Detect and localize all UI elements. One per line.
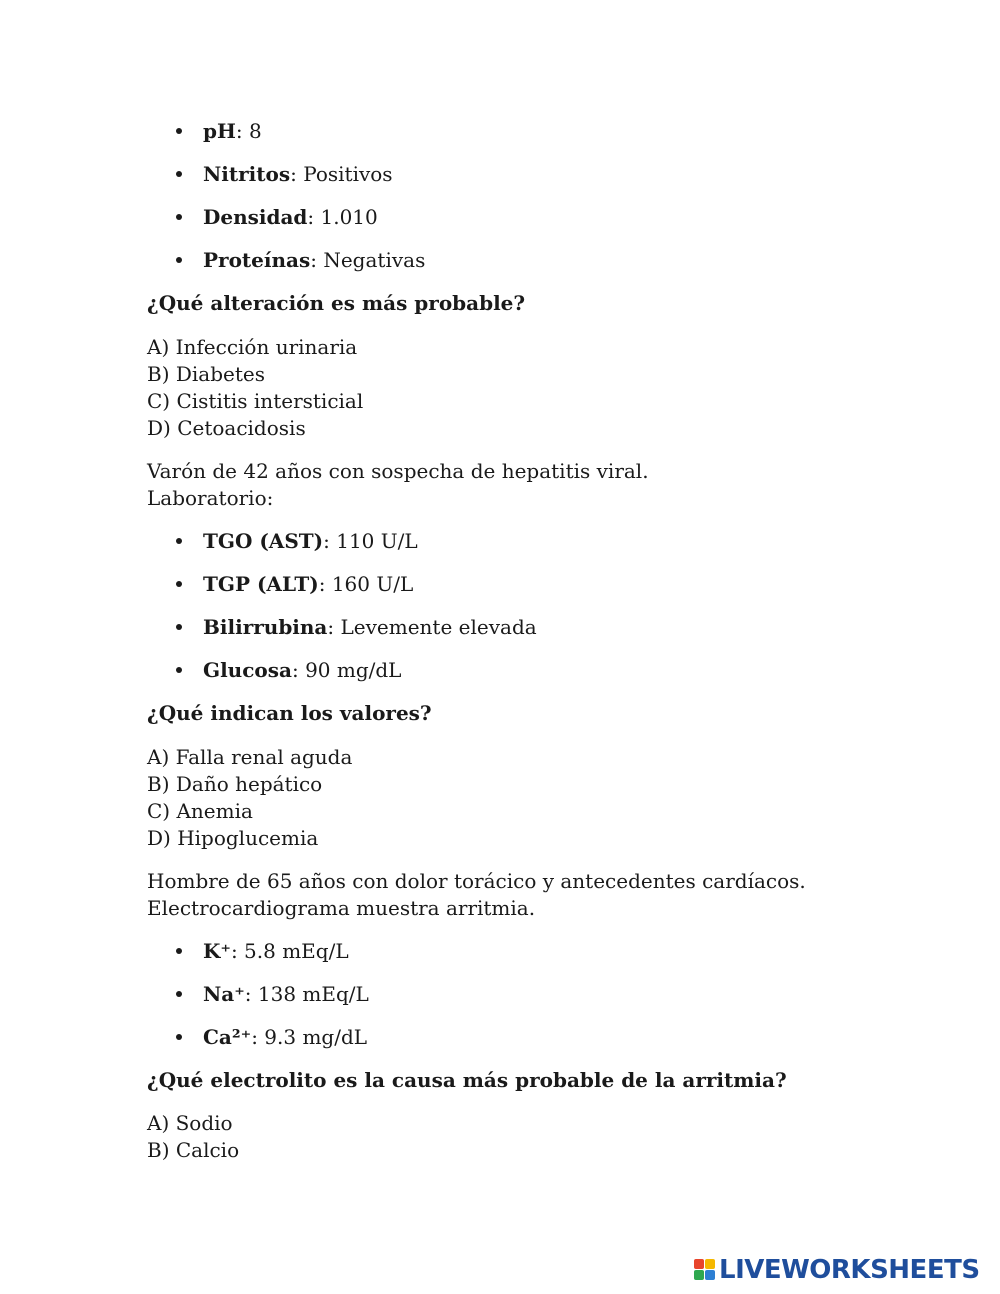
lab-label: Nitritos <box>203 162 291 186</box>
option-a[interactable]: A) Falla renal aguda <box>147 745 353 769</box>
lab-label: pH <box>203 119 236 143</box>
question-2: ¿Qué indican los valores? <box>147 701 432 725</box>
lab-label: Proteínas <box>203 248 311 272</box>
lab-value: : 160 U/L <box>318 572 414 596</box>
bullet-icon <box>176 538 182 544</box>
question-3: ¿Qué electrolito es la causa más probable de la arritmia? <box>147 1068 787 1092</box>
bullet-icon <box>176 991 182 997</box>
liveworksheets-logo <box>694 1255 980 1285</box>
lab-value: : 1.010 <box>307 205 378 229</box>
option-d[interactable]: D) Cetoacidosis <box>147 416 306 440</box>
option-a[interactable]: A) Infección urinaria <box>147 335 358 359</box>
option-b[interactable]: B) Diabetes <box>147 362 265 386</box>
list-item <box>176 938 349 965</box>
logo-square <box>694 1259 704 1269</box>
lab-label: Glucosa <box>203 658 292 682</box>
logo-squares-icon <box>694 1258 716 1282</box>
option-a[interactable]: A) Sodio <box>147 1111 233 1135</box>
logo-text: LIVEWORKSHEETS <box>719 1255 980 1285</box>
case-intro: Electrocardiograma muestra arritmia. <box>147 896 536 920</box>
lab-label: Densidad <box>203 205 308 229</box>
bullet-icon <box>176 214 182 220</box>
case-intro: Hombre de 65 años con dolor torácico y antecedentes cardíacos. <box>147 869 806 893</box>
option-b[interactable]: B) Daño hepático <box>147 772 323 796</box>
lab-value: : 138 mEq/L <box>244 982 369 1006</box>
list-item <box>176 981 369 1008</box>
bullet-icon <box>176 624 182 630</box>
case-intro: Varón de 42 años con sospecha de hepatitis viral. <box>147 459 649 483</box>
lab-value: : Negativas <box>310 248 426 272</box>
bullet-icon <box>176 581 182 587</box>
bullet-icon <box>176 948 182 954</box>
list-item <box>176 571 413 598</box>
list-item <box>176 614 537 641</box>
list-item <box>176 528 418 555</box>
logo-square <box>694 1270 704 1280</box>
lab-label: Ca²⁺ <box>203 1025 252 1049</box>
logo-square <box>705 1259 715 1269</box>
list-item <box>176 161 393 188</box>
lab-label: K⁺ <box>203 939 231 963</box>
list-item <box>176 657 401 684</box>
lab-value: : Levemente elevada <box>327 615 537 639</box>
lab-label: Na⁺ <box>203 982 245 1006</box>
list-item <box>176 118 262 145</box>
lab-value: : 110 U/L <box>323 529 418 553</box>
option-c[interactable]: C) Anemia <box>147 799 253 823</box>
list-item <box>176 204 378 231</box>
case-intro: Laboratorio: <box>147 486 274 510</box>
question-1: ¿Qué alteración es más probable? <box>147 291 526 315</box>
logo-square <box>705 1270 715 1280</box>
bullet-icon <box>176 667 182 673</box>
lab-value: : 90 mg/dL <box>291 658 402 682</box>
lab-label: TGO (AST) <box>203 529 324 553</box>
option-d[interactable]: D) Hipoglucemia <box>147 826 319 850</box>
bullet-icon <box>176 171 182 177</box>
option-c[interactable]: C) Cistitis intersticial <box>147 389 364 413</box>
lab-value: : 9.3 mg/dL <box>251 1025 368 1049</box>
bullet-icon <box>176 257 182 263</box>
lab-value: : Positivos <box>290 162 393 186</box>
lab-value: : 5.8 mEq/L <box>230 939 349 963</box>
lab-label: TGP (ALT) <box>203 572 319 596</box>
list-item <box>176 1024 367 1051</box>
option-b[interactable]: B) Calcio <box>147 1138 240 1162</box>
bullet-icon <box>176 1034 182 1040</box>
list-item <box>176 247 425 274</box>
lab-value: : 8 <box>235 119 262 143</box>
bullet-icon <box>176 128 182 134</box>
lab-label: Bilirrubina <box>203 615 328 639</box>
